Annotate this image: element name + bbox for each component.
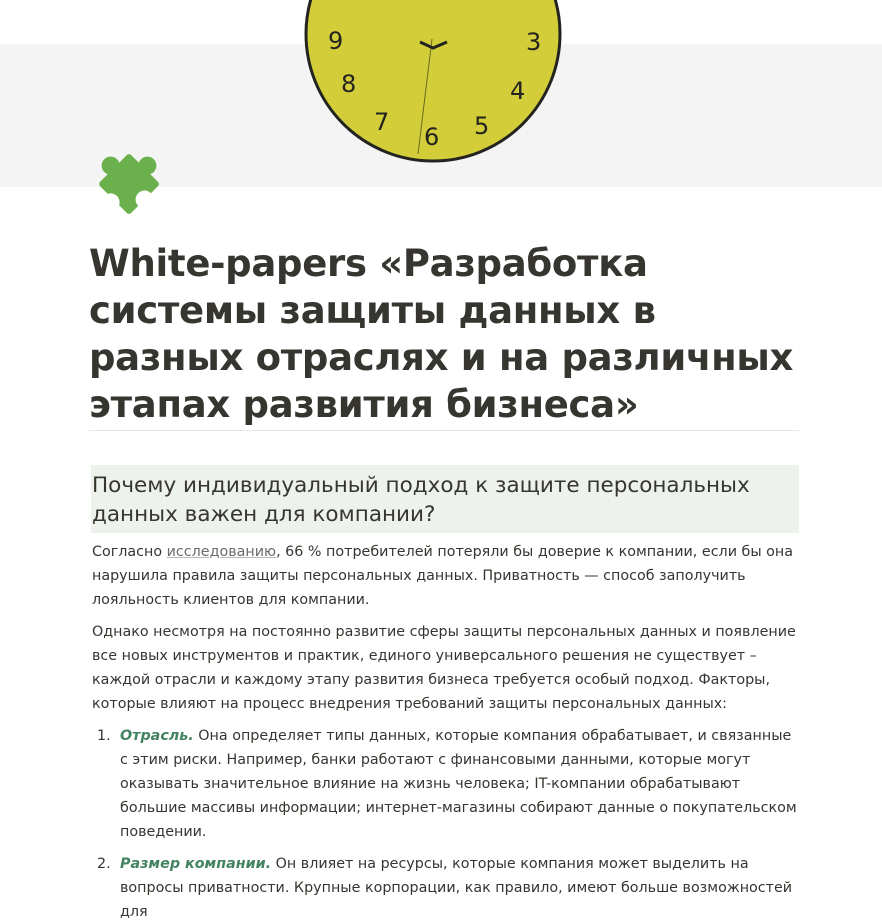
list-item-text: [120, 724, 802, 844]
page-title: White-papers «Разработка системы защиты данных в разных отраслях и на различных этапах развития бизнеса»: [89, 242, 794, 426]
list-item-body: Он влияет на ресурсы, которые компания может выделить на вопросы приватности. Крупные корпорации, как правило, имеют больше возможностей для: [120, 856, 793, 920]
clock-number-8: 8: [341, 70, 357, 98]
puzzle-piece-icon[interactable]: [88, 145, 170, 223]
clock-number-7: 7: [374, 108, 390, 136]
paragraph-intro-text-end: , 66 % потребителей потеряли бы доверие к компании, если бы она нарушила правила защиты персональных данных. Приватность — способ заполучить лояльность клиентов для компании.: [92, 544, 794, 608]
clock-number-9: 9: [328, 27, 344, 55]
research-link[interactable]: исследованию: [166, 544, 277, 560]
list-number: 2.: [97, 856, 111, 872]
title-divider: [89, 430, 799, 431]
clock-number-6: 6: [424, 123, 440, 151]
list-item-term: Отрасль.: [120, 728, 194, 744]
clock-number-4: 4: [510, 77, 526, 105]
paragraph-intro-text: Согласно: [92, 544, 167, 560]
list-item-term: Размер компании.: [120, 856, 272, 872]
clock-number-5: 5: [474, 112, 490, 140]
paragraph-factors: Однако несмотря на постоянно развитие сферы защиты персональных данных и появление все новых инструментов и практик, единого универсального решения не существует – каждой отрасли и каждому этапу развития бизнеса требуется особый подход. Факторы, которые влияют на процесс внедрения требований защиты персональных данных:: [92, 624, 796, 712]
list-item-text: [120, 852, 802, 924]
clock-number-3: 3: [526, 28, 542, 56]
paragraph-intro: [92, 540, 802, 612]
list-item-body: Она определяет типы данных, которые компания обрабатывает, и связанные с этим риски. Например, банки работают с финансовыми данными, которые могут оказывать значительное влияние на жизнь человека; IT-компании обрабатывают большие массивы информации; интернет-магазины собирают данные о покупательском поведении.: [120, 728, 797, 840]
list-number: 1.: [97, 728, 111, 744]
section-heading: Почему индивидуальный подход к защите персональных данных важен для компании?: [92, 473, 750, 527]
